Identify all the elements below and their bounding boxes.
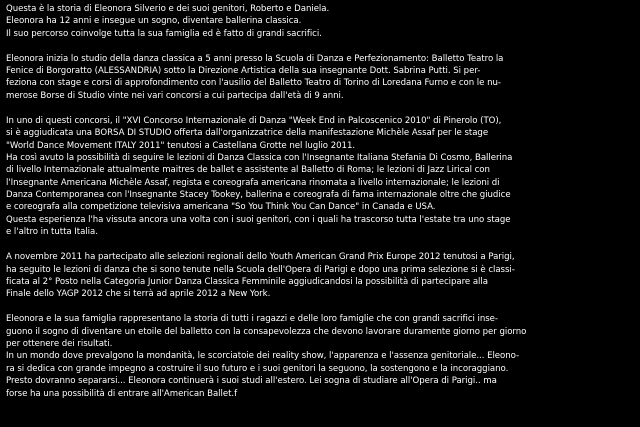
text-line: l'Insegnante Americana Michèle Assaf, regista e coreografa americana rinomata a livello internazionale; le lezioni di xyxy=(6,177,500,188)
paragraph-yagp xyxy=(6,251,636,301)
paragraph-training xyxy=(6,53,636,103)
text-line: Il suo percorso coinvolge tutta la sua famiglia ed è fatto di grandi sacrifici. xyxy=(6,28,322,39)
text-line: forse ha una possibilità di entrare all'American Ballet.f xyxy=(6,388,238,399)
text-line: guono il sogno di diventare un etoile del balletto con la consapevolezza che devono lavorare duramente giorno per giorno xyxy=(6,326,527,337)
text-line: e l'altro in tutta Italia. xyxy=(6,227,98,238)
paragraph-gap xyxy=(6,239,636,252)
text-line: Questa esperienza l'ha vissuta ancora una volta con i suoi genitori, con i quali ha trascorso tutta l'estate tra uno stage xyxy=(6,214,511,225)
text-line: ra si dedica con grande impegno a costruire il suo futuro e i suoi genitori la seguono, la sostengono e la incoraggiano. xyxy=(6,363,509,374)
text-line: merose Borse di Studio vinte nei vari concorsi a cui partecipa dall'età di 9 anni. xyxy=(6,90,344,101)
paragraph-gap xyxy=(6,40,636,53)
paragraph-family xyxy=(6,313,636,400)
text-line: e coreografa alla competizione televisiva americana "So You Think You Can Dance" in Canada e USA. xyxy=(6,202,436,213)
text-line: A novembre 2011 ha partecipato alle selezioni regionali dello Youth American Grand Prix Europe 2012 tenutosi a Parigi, xyxy=(6,252,515,263)
paragraph-gap xyxy=(6,301,636,314)
text-line: In uno di questi concorsi, il "XVI Concorso Internazionale di Danza "Week End in Palcoscenico 2010" di Pinerolo (TO), xyxy=(6,115,502,126)
paragraph-intro xyxy=(6,3,636,40)
text-line: Eleonora e la sua famiglia rappresentano la storia di tutti i ragazzi e delle loro famiglie che con grandi sacrifici inse- xyxy=(6,314,498,325)
text-line: Ha così avuto la possibilità di seguire le lezioni di Danza Classica con l'Insegnante Italiana Stefania Di Cosmo, Ballerina xyxy=(6,152,513,163)
text-line: feziona con stage e corsi di approfondimento con l'ausilio del Balletto Teatro di Torino di Loredana Furno e con le nu- xyxy=(6,78,501,89)
text-line: ha seguito le lezioni di danza che si sono tenute nella Scuola dell'Opera di Parigi e dopo una prima selezione si è classi- xyxy=(6,264,515,275)
text-line: di livello Internazionale attualmente maitres de ballet e assistente al Balletto di Roma; le lezioni di Jazz Lirical con xyxy=(6,165,490,176)
text-line: Eleonora ha 12 anni e insegue un sogno, diventare ballerina classica. xyxy=(6,16,302,27)
text-line: Finale dello YAGP 2012 che si terrà ad aprile 2012 a New York. xyxy=(6,289,271,300)
text-line: si è aggiudicata una BORSA DI STUDIO offerta dall'organizzatrice della manifestazione Michèle Assaf per le stage xyxy=(6,128,489,139)
text-line: In un mondo dove prevalgono la mondanità, le scorciatoie dei reality show, l'apparenza e l'assenza genitoriale... Eleono- xyxy=(6,351,520,362)
text-line: Danza Contemporanea con l'Insegnante Stacey Tookey, ballerina e coreografa di fama internazionale oltre che giudice xyxy=(6,190,511,201)
paragraph-competition xyxy=(6,115,636,239)
paragraph-gap xyxy=(6,102,636,115)
text-line: Fenice di Borgoratto (ALESSANDRIA) sotto la Direzione Artistica della sua insegnante Dott. Sabrina Putti. Si per- xyxy=(6,66,481,77)
text-line: Presto dovranno separarsi... Eleonora continuerà i suoi studi all'estero. Lei sogna di studiare all'Opera di Parigi.. ma xyxy=(6,376,497,387)
story-text xyxy=(6,3,636,400)
text-line: Questa è la storia di Eleonora Silverio e dei suoi genitori, Roberto e Daniela. xyxy=(6,4,330,14)
text-line: per ottenere dei risultati. xyxy=(6,338,113,349)
text-line: ficata al 2° Posto nella Categoria Junior Danza Classica Femminile aggiudicandosi la possibilità di partecipare alla xyxy=(6,276,488,287)
text-line: "World Dance Movement ITALY 2011" tenutosi a Castellana Grotte nel luglio 2011. xyxy=(6,140,356,151)
text-line: Eleonora inizia lo studio della danza classica a 5 anni presso la Scuola di Danza e Perfezionamento: Balletto Teatro la xyxy=(6,53,504,64)
